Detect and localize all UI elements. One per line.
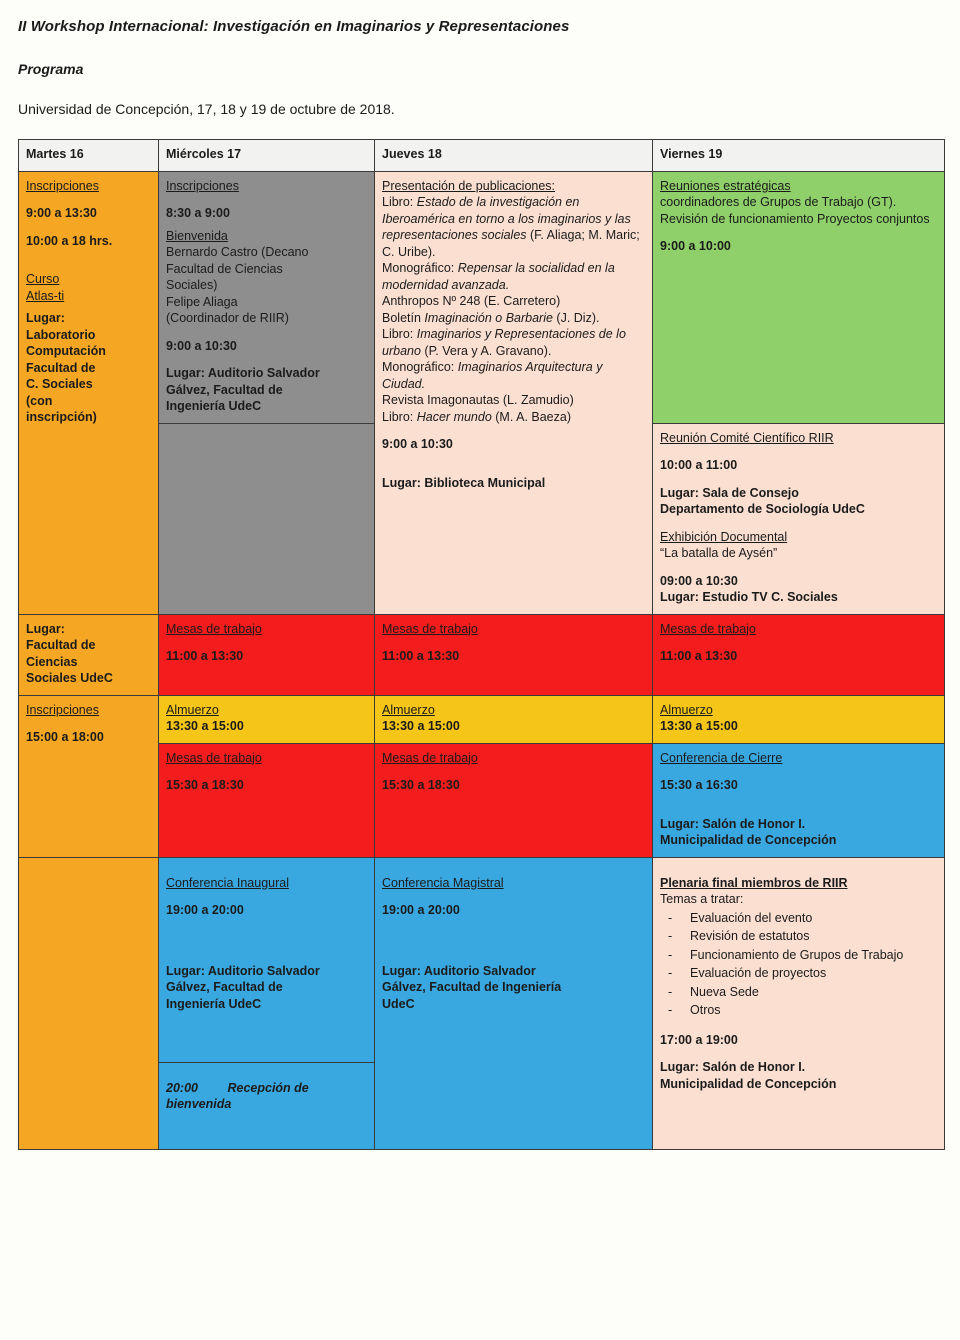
text-line: Libro: — [382, 409, 417, 424]
cell-miercoles-manana-cont — [159, 423, 375, 614]
cell-viernes-reuniones — [653, 171, 945, 423]
column-header-martes: Martes 16 — [19, 140, 159, 172]
text-line: Ingeniería UdeC — [166, 399, 262, 413]
text-line: Facultad de — [26, 360, 96, 375]
text-line: Imaginarios y Representaciones de lo urbano — [382, 327, 626, 358]
text-line: Inscripciones — [166, 178, 239, 193]
text-line: Mesas de trabajo — [382, 621, 478, 636]
list-item: - Revisión de estatutos — [690, 928, 937, 945]
text-line: Bienvenida — [166, 228, 228, 243]
text-line: Departamento de Sociología UdeC — [660, 502, 865, 516]
cell-miercoles-recepcion — [159, 1062, 375, 1149]
text-line: 19:00 a 20:00 — [382, 903, 460, 917]
document-venue-line: Universidad de Concepción, 17, 18 y 19 de octubre de 2018. — [18, 101, 395, 117]
text-line: Gálvez, Facultad de — [166, 980, 283, 994]
cell-miercoles-mesas-tarde — [159, 743, 375, 857]
text-line: Revista Imagonautas (L. Zamudio) — [382, 393, 574, 407]
cell-miercoles-almuerzo — [159, 695, 375, 743]
cell-viernes-plenaria-final — [653, 857, 945, 1149]
cell-jueves-mesas-tarde — [375, 743, 653, 857]
text-line: Computación — [26, 344, 106, 358]
cell-martes-noche — [19, 857, 159, 1149]
text-block — [382, 392, 645, 409]
text-line: Almuerzo — [166, 702, 219, 717]
text-line: 15:30 a 16:30 — [660, 778, 738, 792]
text-block — [382, 326, 645, 359]
text-line: Conferencia de Cierre — [660, 750, 783, 765]
list-item: - Nueva Sede — [690, 984, 937, 1001]
text-line: 11:00 a 13:30 — [660, 649, 738, 663]
text-line: Facultad de Ciencias — [166, 261, 283, 276]
text-block — [382, 409, 645, 426]
text-line: Temas a tratar: — [660, 892, 744, 906]
cell-miercoles-conferencia-inaugural — [159, 857, 375, 1062]
text-line: Imaginación o Barbarie — [424, 310, 553, 325]
text-line: “La batalla de Aysén” — [660, 546, 778, 560]
program-schedule-table — [18, 139, 945, 1150]
text-line: (F. Aliaga; M. Maric; C. Uribe). — [382, 228, 640, 259]
column-header-viernes: Viernes 19 — [653, 140, 945, 172]
text-line: Lugar: Salón de Honor I. — [660, 816, 806, 831]
cell-martes-lugar-facultad — [19, 614, 159, 695]
table-row — [19, 695, 945, 743]
text-line: 11:00 a 13:30 — [382, 649, 460, 663]
text-line: 09:00 a 10:30 — [660, 573, 738, 588]
text-line: Lugar: Auditorio Salvador — [166, 366, 320, 380]
text-line: 13:30 a 15:00 — [166, 719, 244, 733]
text-line: Almuerzo — [382, 702, 435, 717]
text-line: Reunión Comité Científico RIIR — [660, 430, 834, 445]
text-block — [382, 260, 645, 293]
text-line: Lugar: — [26, 311, 65, 325]
text-line: inscripción) — [26, 410, 97, 424]
text-line: 11:00 a 13:30 — [166, 649, 244, 663]
text-line: Monográfico: — [382, 261, 458, 275]
cell-viernes-conferencia-cierre — [653, 743, 945, 857]
text-line: Lugar: Biblioteca Municipal — [382, 475, 546, 490]
text-line: Laboratorio — [26, 327, 96, 342]
plenaria-topics-list — [660, 910, 937, 1019]
cell-miercoles-mesas-manana — [159, 614, 375, 695]
text-line: Presentación de publicaciones: — [382, 178, 556, 193]
text-line: 15:00 a 18:00 — [26, 730, 104, 744]
text-line: Reuniones estratégicas — [660, 178, 791, 193]
list-item: - Funcionamiento de Grupos de Trabajo — [690, 947, 937, 964]
text-line: (M. A. Baeza) — [491, 409, 571, 424]
text-line: Exhibición Documental — [660, 529, 788, 544]
cell-jueves-manana — [375, 171, 653, 614]
text-line: Atlas-ti — [26, 288, 65, 303]
text-line: Ingeniería UdeC — [166, 996, 262, 1011]
text-block — [382, 293, 645, 310]
text-line: Monográfico: — [382, 360, 458, 374]
text-line: (Coordinador de RIIR) — [166, 311, 289, 325]
text-line: Lugar: Auditorio Salvador — [166, 963, 320, 978]
text-block — [382, 359, 645, 392]
text-line: 10:00 a 18 hrs. — [26, 233, 113, 248]
text-line: Gálvez, Facultad de — [166, 382, 283, 397]
text-line: UdeC — [382, 996, 415, 1011]
text-line: Mesas de trabajo — [166, 621, 262, 636]
document-subtitle: Programa — [18, 61, 84, 77]
cell-martes-manana — [19, 171, 159, 614]
text-line: Plenaria final miembros de RIIR — [660, 875, 848, 890]
text-line: 15:30 a 18:30 — [382, 778, 460, 792]
text-line: Felipe Aliaga — [166, 294, 238, 309]
column-header-miercoles: Miércoles 17 — [159, 140, 375, 172]
text-line: Boletín — [382, 310, 425, 325]
text-line: 15:30 a 18:30 — [166, 778, 244, 792]
text-line: 8:30 a 9:00 — [166, 206, 230, 220]
text-line: Libro: — [382, 195, 417, 209]
text-line: 9:00 a 13:30 — [26, 206, 97, 220]
text-line: Revisión de funcionamiento Proyectos conjuntos — [660, 211, 930, 226]
text-line: Inscripciones — [26, 178, 99, 193]
list-item: - Otros — [690, 1002, 937, 1019]
text-line: Anthropos Nº 248 (E. Carretero) — [382, 294, 561, 308]
text-line: Conferencia Inaugural — [166, 875, 289, 890]
text-line: Curso — [26, 272, 60, 286]
text-line: Lugar: Salón de Honor I. — [660, 1060, 806, 1074]
text-line: Inscripciones — [26, 702, 99, 717]
cell-jueves-mesas-manana — [375, 614, 653, 695]
document-title: II Workshop Internacional: Investigación en Imaginarios y Representaciones — [18, 18, 570, 35]
table-header-row — [19, 140, 945, 172]
table-row — [19, 171, 945, 423]
cell-jueves-conferencia-magistral — [375, 857, 653, 1149]
text-line: Mesas de trabajo — [660, 621, 756, 636]
text-line: (P. Vera y A. Gravano). — [420, 343, 552, 358]
text-line: 17:00 a 19:00 — [660, 1032, 738, 1047]
text-line: Conferencia Magistral — [382, 875, 504, 890]
text-line: C. Sociales — [26, 377, 93, 391]
text-line: Lugar: — [26, 621, 65, 636]
cell-viernes-mesas-manana — [653, 614, 945, 695]
text-block — [382, 194, 645, 260]
text-line: Hacer mundo — [416, 409, 492, 424]
text-line: Municipalidad de Concepción — [660, 833, 837, 847]
text-line: Bernardo Castro (Decano — [166, 245, 309, 259]
text-line: Lugar: Estudio TV C. Sociales — [660, 590, 838, 604]
text-line: Lugar: Sala de Consejo — [660, 485, 799, 500]
cell-viernes-almuerzo — [653, 695, 945, 743]
text-line: Lugar: Auditorio Salvador — [382, 963, 536, 978]
text-line: 9:00 a 10:30 — [166, 338, 237, 353]
text-line: Facultad de — [26, 638, 96, 652]
text-line: Gálvez, Facultad de Ingeniería — [382, 980, 562, 994]
cell-viernes-comite-exhibicion — [653, 423, 945, 614]
text-line: Imaginarios Arquitectura y Ciudad. — [382, 360, 603, 391]
text-line: Repensar la socialidad en la modernidad avanzada. — [382, 261, 615, 292]
table-row — [19, 857, 945, 1062]
text-line: Mesas de trabajo — [382, 750, 478, 765]
text-line: Sociales UdeC — [26, 671, 113, 685]
text-line: 20:00 — [166, 1080, 198, 1095]
text-line: 9:00 a 10:30 — [382, 437, 453, 451]
text-line: Recepción de bienvenida — [166, 1080, 309, 1111]
table-row — [19, 614, 945, 695]
text-line: (J. Diz). — [552, 310, 600, 325]
text-line: Sociales) — [166, 278, 218, 292]
text-line: Libro: — [382, 327, 417, 341]
list-item: - Evaluación del evento — [690, 910, 937, 927]
text-line: Ciencias — [26, 654, 78, 669]
cell-jueves-almuerzo — [375, 695, 653, 743]
list-item: - Evaluación de proyectos — [690, 965, 937, 982]
text-line: coordinadores de Grupos de Trabajo (GT). — [660, 195, 897, 209]
text-line: 13:30 a 15:00 — [660, 719, 738, 733]
cell-miercoles-manana — [159, 171, 375, 423]
column-header-jueves: Jueves 18 — [375, 140, 653, 172]
text-line: Mesas de trabajo — [166, 750, 262, 765]
cell-martes-inscripciones-tarde — [19, 695, 159, 857]
text-line: Almuerzo — [660, 702, 713, 717]
text-line: (con — [26, 393, 53, 408]
text-line: 19:00 a 20:00 — [166, 903, 244, 917]
text-block — [382, 310, 645, 327]
text-line: Municipalidad de Concepción — [660, 1076, 837, 1091]
text-line: Estado de la investigación en Iberoamérica en torno a los imaginarios y las representaciones sociales — [382, 195, 631, 242]
text-line: 10:00 a 11:00 — [660, 458, 738, 472]
text-line: 13:30 a 15:00 — [382, 719, 460, 733]
text-line: 9:00 a 10:00 — [660, 239, 731, 253]
